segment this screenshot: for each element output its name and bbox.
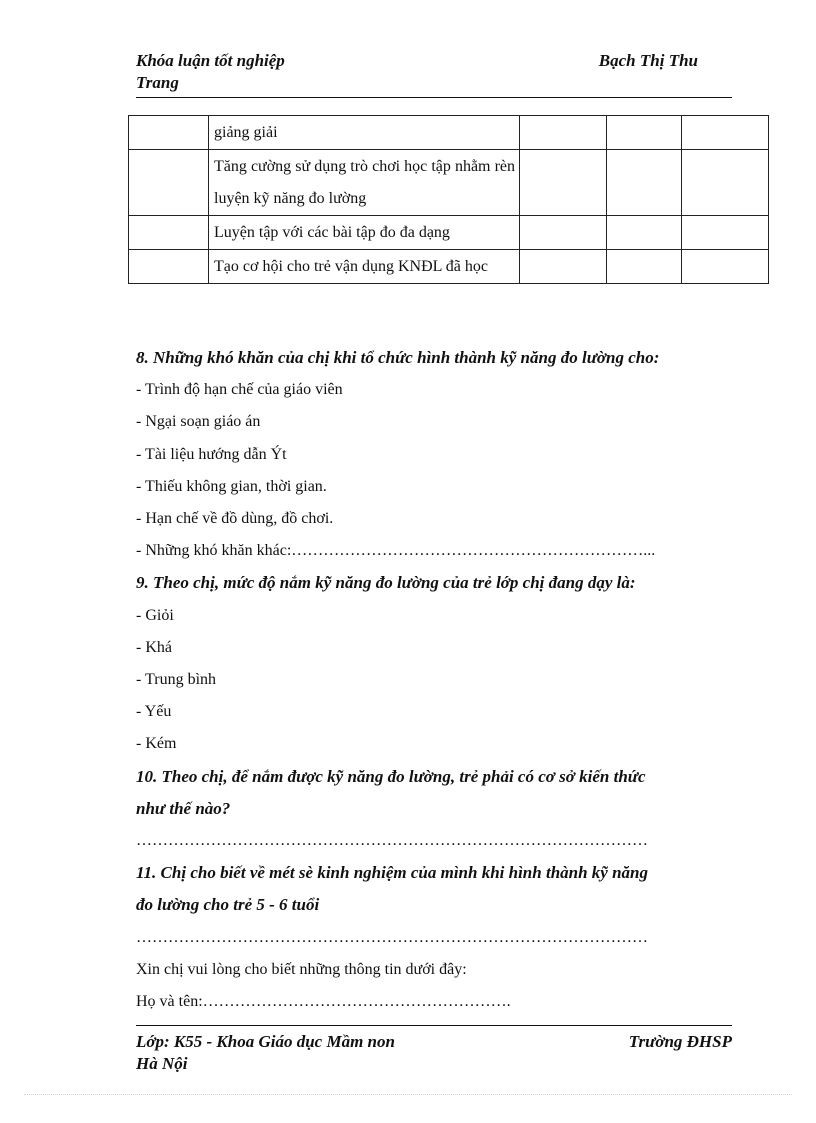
table-cell-index xyxy=(129,216,209,250)
question-9-option[interactable]: - Trung bình xyxy=(136,671,217,689)
info-request-text: Xin chị vui lòng cho biết những thông tin dưới đây: xyxy=(136,960,467,978)
table-row xyxy=(129,216,769,250)
table-cell-rating[interactable] xyxy=(682,216,769,250)
question-11-title-line-2: đo lường cho trẻ 5 - 6 tuổi xyxy=(136,895,320,915)
page-bottom-divider xyxy=(24,1094,792,1095)
table-row xyxy=(129,250,769,284)
table-row xyxy=(129,116,769,150)
header-thesis-label: Khóa luận tốt nghiệp xyxy=(136,51,285,70)
header-line-1 xyxy=(136,50,732,72)
table-cell-measure: Tạo cơ hội cho trẻ vận dụng KNĐL đã học xyxy=(209,250,520,284)
question-8-title: 8. Những khó khăn của chị khi tổ chức hình thành kỹ năng đo lường cho: xyxy=(136,348,660,367)
table-cell-measure: Luyện tập với các bài tập đo đa dạng xyxy=(209,216,520,250)
question-9-option[interactable]: - Giỏi xyxy=(136,606,174,624)
question-9-option[interactable]: - Khá xyxy=(136,638,172,656)
header-line-2: Trang xyxy=(136,73,179,92)
question-8-option[interactable]: - Hạn chế về đồ dùng, đồ chơi. xyxy=(136,510,334,528)
table-cell-rating[interactable] xyxy=(682,116,769,150)
question-8-option[interactable]: - Thiếu không gian, thời gian. xyxy=(136,477,327,495)
question-8-option[interactable]: - Tài liệu hướng dẫn Ýt xyxy=(136,445,287,463)
question-9-option[interactable]: - Yếu xyxy=(136,703,172,721)
page-footer xyxy=(136,1025,732,1075)
table-cell-rating[interactable] xyxy=(607,150,682,216)
table-cell-rating[interactable] xyxy=(682,250,769,284)
question-11-answer-line[interactable]: …………………………………………………………………………………… xyxy=(136,928,648,946)
table-cell-rating[interactable] xyxy=(520,216,607,250)
question-9-title: 9. Theo chị, mức độ nắm kỹ năng đo lường của trẻ lớp chị đang dạy là: xyxy=(136,573,636,593)
page-header xyxy=(136,50,732,98)
questionnaire-body xyxy=(136,342,732,1018)
footer-class-label: Lớp: K55 - Khoa Giáo dục Mầm non xyxy=(136,1032,395,1051)
question-10-title-line-1: 10. Theo chị, để nắm được kỹ năng đo lường, trẻ phải có cơ sở kiến thức xyxy=(136,766,646,786)
footer-line-1 xyxy=(136,1031,732,1053)
table-cell-index xyxy=(129,150,209,216)
table-cell-rating[interactable] xyxy=(520,116,607,150)
question-8-other-option[interactable]: - Những khó khăn khác:…………………………………………………………... xyxy=(136,542,656,560)
table-cell-rating[interactable] xyxy=(607,116,682,150)
question-10-answer-line[interactable]: …………………………………………………………………………………… xyxy=(136,832,648,850)
table-cell-measure: Tăng cường sử dụng trò chơi học tập nhằm rèn luyện kỹ năng đo lường xyxy=(209,150,520,216)
table-cell-index xyxy=(129,250,209,284)
question-8-option[interactable]: - Ngại soạn giáo án xyxy=(136,413,261,431)
table-cell-rating[interactable] xyxy=(607,250,682,284)
table-cell-rating[interactable] xyxy=(682,150,769,216)
name-field[interactable]: Họ và tên:…………………………………………………. xyxy=(136,993,511,1011)
header-author-name: Bạch Thị Thu xyxy=(598,51,698,70)
table-cell-measure: giảng giải xyxy=(209,116,520,150)
footer-school-label: Trường ĐHSP xyxy=(628,1032,732,1051)
survey-table xyxy=(128,115,769,284)
table-row xyxy=(129,150,769,216)
table-cell-rating[interactable] xyxy=(607,216,682,250)
question-10-title-line-2: như thế nào? xyxy=(136,798,231,818)
table-cell-rating[interactable] xyxy=(520,150,607,216)
table-cell-rating[interactable] xyxy=(520,250,607,284)
table-cell-index xyxy=(129,116,209,150)
question-9-option[interactable]: - Kém xyxy=(136,735,177,753)
question-8-option[interactable]: - Trình độ hạn chế của giáo viên xyxy=(136,381,343,399)
question-11-title-line-1: 11. Chị cho biết về mét sè kinh nghiệm của mình khi hình thành kỹ năng xyxy=(136,863,649,883)
footer-line-2: Hà Nội xyxy=(136,1054,188,1073)
